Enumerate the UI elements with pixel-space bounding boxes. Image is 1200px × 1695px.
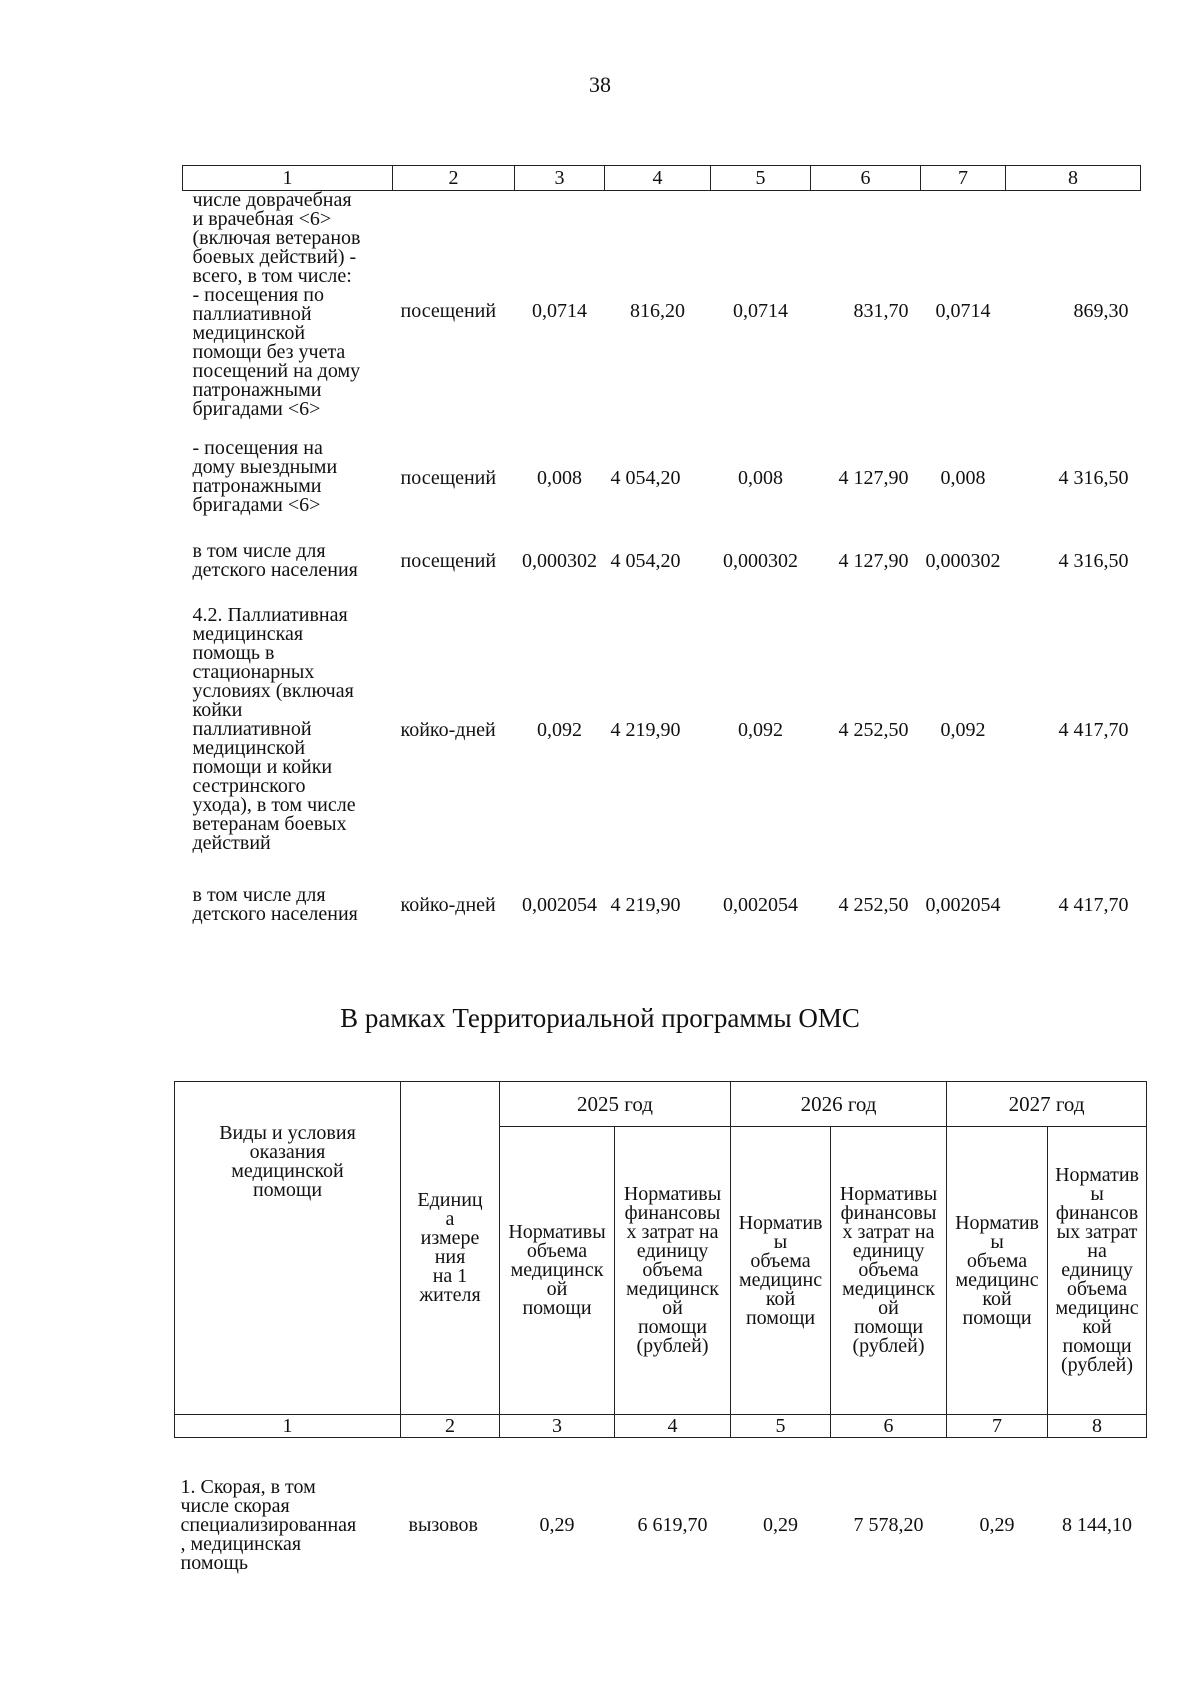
value-cell: 4 054,20 [610,466,681,489]
header-row-years [175,1082,1147,1127]
name-line: 1. Скорая, в том [180,1476,316,1498]
row-name [183,591,393,869]
header-line: медицинс [955,1268,1039,1291]
name-line: бригадами <6> [192,398,321,420]
value-cell: 0,002054 [522,893,597,916]
column-number: 1 [183,166,393,191]
column-number: 3 [515,166,605,191]
value-cell: 0,0714 [532,299,587,322]
header-year-2027: 2027 год [947,1082,1147,1127]
name-line: стационарных [192,661,315,683]
header-line: на 1 [432,1265,468,1287]
header-line: финансовы [624,1202,721,1224]
value-cell: 0,000302 [925,549,1001,572]
header-line: (рублей) [1061,1354,1134,1376]
name-line: сестринского [192,775,306,797]
column-number: 3 [500,1415,615,1438]
value-cell: 831,70 [853,299,909,322]
header-line: объема [526,1240,588,1262]
header-line: ой [662,1297,683,1319]
value-cell: 4 316,50 [1058,466,1129,489]
header-line: кой [1082,1316,1112,1338]
name-line: посещений на дому [192,360,361,382]
value-cell: 4 127,90 [838,466,909,489]
value-cell: 4 127,90 [838,549,909,572]
value-cell: 0,008 [940,466,986,489]
column-number: 8 [1006,166,1141,191]
header-year-2025: 2025 год [500,1082,731,1127]
header-line: объема [1066,1278,1128,1300]
header-line: медицинск [842,1278,935,1300]
value-cell: 0,092 [940,718,986,741]
header-line: жителя [419,1284,481,1306]
column-number: 4 [615,1415,731,1438]
bottom-table-column-numbers [175,1415,1147,1438]
name-line: помощи и койки [192,756,333,778]
header-line: кой [982,1287,1012,1310]
value-cell: 7 578,20 [853,1514,924,1536]
header-year-2026: 2026 год [731,1082,947,1127]
name-line: числе доврачебная [192,189,352,211]
name-line: - посещения на [192,436,323,459]
column-number: 6 [831,1415,947,1438]
header-line: медицинской [231,1160,344,1182]
header-line: единицу [852,1240,925,1262]
row-name [183,191,393,431]
name-line: помощь в [192,642,275,664]
value-cell: 0,0714 [935,299,991,322]
table-row [183,431,1141,531]
header-line: медицинск [510,1259,604,1281]
header-line: помощи [522,1297,592,1319]
value-cell: 816,20 [630,299,685,322]
header-line: объема [642,1259,703,1281]
name-line: действий [192,832,271,854]
table-row [183,531,1141,591]
unit-cell: койко-дней [400,718,496,741]
name-line: детского населения [192,558,358,581]
header-line: помощи [637,1316,708,1338]
name-line: ухода), в том числе [192,794,356,816]
value-cell: 4 219,90 [610,893,681,916]
header-line: х затрат на [626,1221,719,1243]
name-line: патронажными [192,474,322,497]
unit-cell: посещений [400,466,497,489]
row-name [183,531,393,591]
header-line: Виды и условия [219,1122,356,1144]
name-line: бригадами <6> [192,493,321,516]
value-cell: 0,002054 [723,893,798,916]
top-table-column-numbers [183,166,1141,191]
table-row [183,591,1141,869]
unit-cell: посещений [400,299,497,322]
column-number: 2 [401,1415,500,1438]
unit-cell: посещений [400,549,497,572]
header-line: ой [546,1278,568,1300]
name-line: паллиативной [192,303,312,325]
name-line: специализированная [180,1514,357,1536]
header-line: кой [765,1287,796,1310]
header-line: Единиц [417,1189,483,1211]
value-cell: 4 417,70 [1058,718,1129,741]
value-cell: 0,29 [763,1514,799,1536]
header-line: Нормативы [623,1183,722,1205]
header-line: финансов [1055,1202,1139,1224]
header-cost-norm [615,1127,731,1415]
header-line: единицу [636,1240,709,1262]
column-number: 5 [731,1415,831,1438]
header-cost-norm [1048,1127,1147,1415]
name-line: детского населения [192,902,358,925]
header-line: ы [990,1230,1004,1253]
header-line: а [445,1208,455,1230]
header-line: помощи [853,1316,924,1338]
table-row [183,191,1141,431]
header-volume-norm [947,1127,1048,1415]
header-line: медицинс [1055,1297,1139,1319]
header-line: медицинск [626,1278,719,1300]
value-cell: 4 219,90 [610,718,681,741]
name-line: помощи без учета [192,341,346,363]
name-line: и врачебная <6> [192,208,332,230]
name-line: дому выездными [192,455,338,478]
column-number: 8 [1048,1415,1147,1438]
name-line: числе скорая [180,1495,290,1517]
table-row [183,869,1141,941]
header-line: (рублей) [636,1335,709,1357]
name-line: медицинская [192,623,304,645]
name-line: в том числе для [192,883,326,906]
header-volume-norm [731,1127,831,1415]
header-line: ы [1090,1183,1104,1205]
name-line: (включая ветеранов [192,227,361,249]
value-cell: 0,008 [537,466,582,489]
header-line: оказания [249,1141,326,1163]
header-line: Норматив [738,1211,823,1234]
value-cell: 4 417,70 [1058,893,1129,916]
header-line: помощи [1062,1335,1132,1357]
column-number: 1 [175,1415,401,1438]
column-number: 5 [711,166,811,191]
name-line: помощь [180,1552,248,1574]
name-line: ветеранам боевых [192,813,347,835]
name-line: медицинской [192,737,306,759]
name-line: в том числе для [192,539,326,562]
header-line: х затрат на [842,1221,935,1243]
column-number: 7 [947,1415,1048,1438]
header-line: объема [966,1249,1028,1272]
section-title: В рамках Территориальной программы ОМС [340,1003,860,1033]
column-number: 6 [811,166,921,191]
header-line: помощи [962,1306,1032,1329]
unit-cell: вызовов [408,1514,478,1536]
value-cell: 4 316,50 [1058,549,1129,572]
header-kinds-of-care [175,1082,401,1415]
name-line: - посещения по [192,284,324,306]
name-line: патронажными [192,379,322,401]
value-cell: 0,092 [738,718,783,741]
value-cell: 0,092 [537,718,582,741]
header-line: измере [420,1227,480,1249]
header-volume-norm [500,1127,615,1415]
name-line: , медицинская [180,1533,302,1555]
value-cell: 0,008 [738,466,783,489]
header-line: на [1087,1240,1107,1262]
header-line: ния [434,1246,466,1268]
name-line: всего, в том числе: [192,265,352,287]
unit-cell: койко-дней [400,893,496,916]
header-line: ых затрат [1056,1221,1138,1243]
top-table [182,165,1141,941]
name-line: условиях (включая [192,680,354,702]
value-cell: 6 619,70 [637,1514,708,1536]
column-number: 4 [605,166,711,191]
header-line: Нормативы [508,1221,606,1243]
value-cell: 0,002054 [925,893,1001,916]
value-cell: 0,000302 [723,549,798,572]
header-line: помощи [745,1306,816,1329]
table-row [175,1438,1147,1574]
header-line: ы [773,1230,788,1253]
name-line: 4.2. Паллиативная [192,604,348,626]
header-cost-norm [831,1127,947,1415]
page-number: 38 [589,72,611,97]
value-cell: 4 252,50 [838,718,909,741]
header-line: Норматив [955,1211,1039,1234]
bottom-table [174,1081,1147,1573]
header-line: финансовы [840,1202,937,1224]
header-line: Нормативы [839,1183,938,1205]
header-line: помощи [252,1179,323,1201]
name-line: паллиативной [192,718,312,740]
value-cell: 0,000302 [522,549,597,572]
value-cell: 4 054,20 [610,549,681,572]
header-line: ой [878,1297,899,1319]
value-cell: 0,29 [979,1514,1015,1536]
value-cell: 0,29 [539,1514,575,1536]
header-line: объема [858,1259,919,1281]
header-line: (рублей) [852,1335,925,1357]
row-name [183,869,393,941]
header-unit [401,1082,500,1415]
header-line: Норматив [1055,1164,1139,1186]
row-name [183,431,393,531]
value-cell: 4 252,50 [838,893,909,916]
value-cell: 8 144,10 [1062,1514,1133,1536]
value-cell: 0,0714 [733,299,788,322]
name-line: койки [192,699,243,721]
header-line: объема [750,1249,811,1272]
value-cell: 869,30 [1073,299,1129,322]
column-number: 2 [393,166,515,191]
column-number: 7 [921,166,1006,191]
name-line: медицинской [192,322,306,344]
header-line: единицу [1061,1259,1133,1281]
name-line: боевых действий) - [192,246,357,268]
header-line: медицинс [738,1268,823,1291]
row-name [175,1438,401,1574]
